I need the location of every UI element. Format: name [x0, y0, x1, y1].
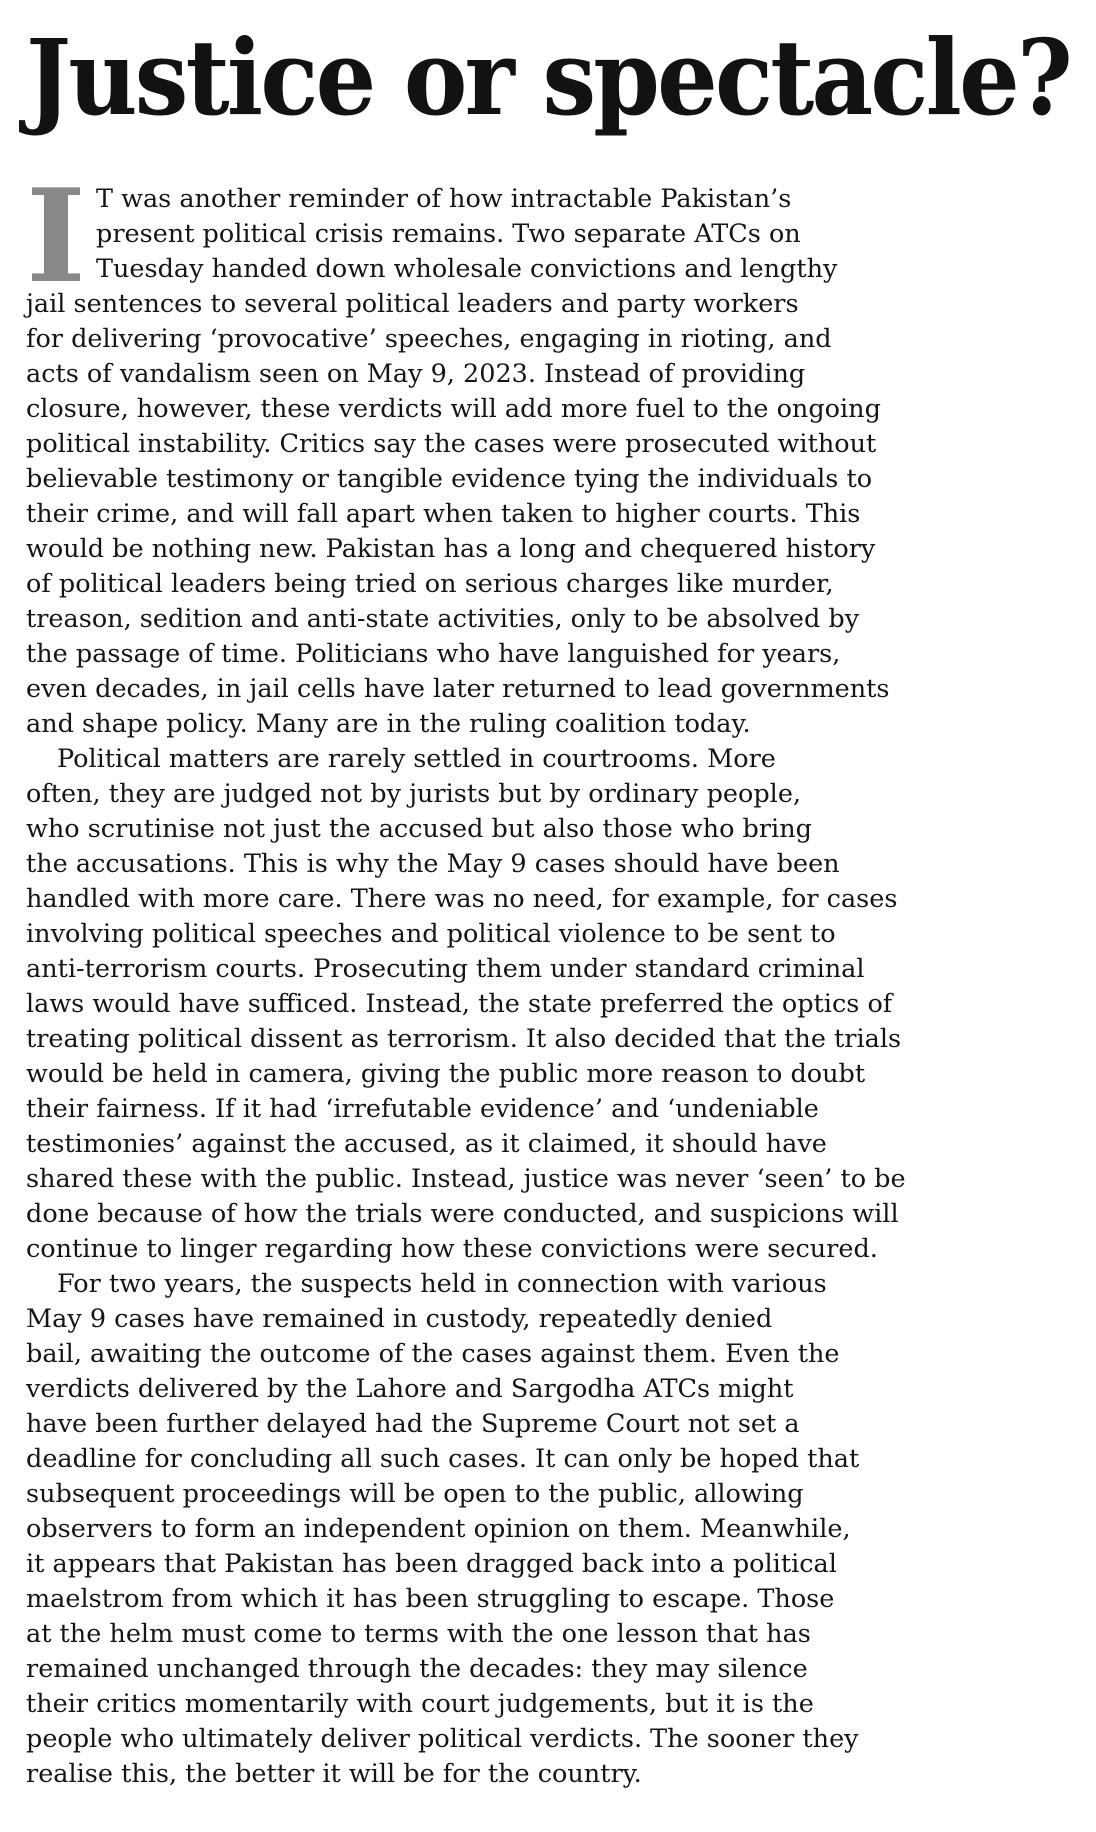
text-line: and shape policy. Many are in the ruling coalition today. — [26, 709, 751, 739]
text-line: treating political dissent as terrorism. It also decided that the trials — [26, 1024, 902, 1054]
text-line: anti-terrorism courts. Prosecuting them under standard criminal — [26, 954, 865, 984]
paragraph — [26, 1267, 1076, 1792]
text-line: would be held in camera, giving the public more reason to doubt — [26, 1059, 866, 1089]
text-line: shared these with the public. Instead, justice was never ‘seen’ to be — [26, 1164, 906, 1194]
text-line: realise this, the better it will be for the country. — [26, 1759, 642, 1789]
text-line: acts of vandalism seen on May 9, 2023. Instead of providing — [26, 359, 806, 389]
text-line: jail sentences to several political leaders and party workers — [26, 289, 799, 319]
text-line: For two years, the suspects held in connection with various — [57, 1269, 827, 1299]
text-line: have been further delayed had the Supreme Court not set a — [26, 1409, 800, 1439]
text-line: treason, sedition and anti-state activities, only to be absolved by — [26, 604, 860, 634]
text-line: maelstrom from which it has been struggling to escape. Those — [26, 1584, 835, 1614]
text-line: believable testimony or tangible evidence tying the individuals to — [26, 464, 873, 494]
text-line: the passage of time. Politicians who have languished for years, — [26, 639, 841, 669]
text-line: their crime, and will fall apart when taken to higher courts. This — [26, 499, 861, 529]
text-line: the accusations. This is why the May 9 cases should have been — [26, 849, 840, 879]
text-line: their fairness. If it had ‘irrefutable evidence’ and ‘undeniable — [26, 1094, 819, 1124]
text-line: for delivering ‘provocative’ speeches, engaging in rioting, and — [26, 324, 832, 354]
text-line: present political crisis remains. Two separate ATCs on — [96, 219, 801, 249]
text-line: T was another reminder of how intractable Pakistan’s — [96, 184, 792, 214]
headline: Justice or spectacle? — [26, 16, 1070, 139]
text-line: who scrutinise not just the accused but also those who bring — [26, 814, 812, 844]
text-line: would be nothing new. Pakistan has a long and chequered history — [26, 534, 876, 564]
text-line: subsequent proceedings will be open to the public, allowing — [26, 1479, 804, 1509]
text-line: of political leaders being tried on serious charges like murder, — [26, 569, 834, 599]
text-line: closure, however, these verdicts will add more fuel to the ongoing — [26, 394, 881, 424]
text-line: at the helm must come to terms with the one lesson that has — [26, 1619, 811, 1649]
text-line: observers to form an independent opinion on them. Meanwhile, — [26, 1514, 851, 1544]
text-line: laws would have sufficed. Instead, the state preferred the optics of — [26, 989, 893, 1019]
text-line: May 9 cases have remained in custody, repeatedly denied — [26, 1304, 773, 1334]
paragraph — [26, 742, 1076, 1267]
text-line: remained unchanged through the decades: they may silence — [26, 1654, 808, 1684]
text-line: bail, awaiting the outcome of the cases against them. Even the — [26, 1339, 840, 1369]
text-line: often, they are judged not by jurists but by ordinary people, — [26, 779, 802, 809]
paragraph — [26, 162, 1076, 742]
text-line: it appears that Pakistan has been dragged back into a political — [26, 1549, 837, 1579]
text-line: done because of how the trials were conducted, and suspicions will — [26, 1199, 899, 1229]
text-line: people who ultimately deliver political verdicts. The sooner they — [26, 1724, 859, 1754]
text-line: verdicts delivered by the Lahore and Sargodha ATCs might — [26, 1374, 794, 1404]
text-line: testimonies’ against the accused, as it claimed, it should have — [26, 1129, 827, 1159]
text-line: political instability. Critics say the cases were prosecuted without — [26, 429, 877, 459]
text-line: Tuesday handed down wholesale convictions and lengthy — [96, 254, 838, 284]
text-line: handled with more care. There was no need, for example, for cases — [26, 884, 898, 914]
drop-cap: I — [26, 162, 86, 312]
text-line: Political matters are rarely settled in courtrooms. More — [57, 744, 776, 774]
text-line: their critics momentarily with court judgements, but it is the — [26, 1689, 814, 1719]
text-line: involving political speeches and political violence to be sent to — [26, 919, 836, 949]
text-line: continue to linger regarding how these convictions were secured. — [26, 1234, 878, 1264]
article-body — [26, 162, 1076, 1792]
text-line: deadline for concluding all such cases. It can only be hoped that — [26, 1444, 860, 1474]
text-line: even decades, in jail cells have later returned to lead governments — [26, 674, 890, 704]
